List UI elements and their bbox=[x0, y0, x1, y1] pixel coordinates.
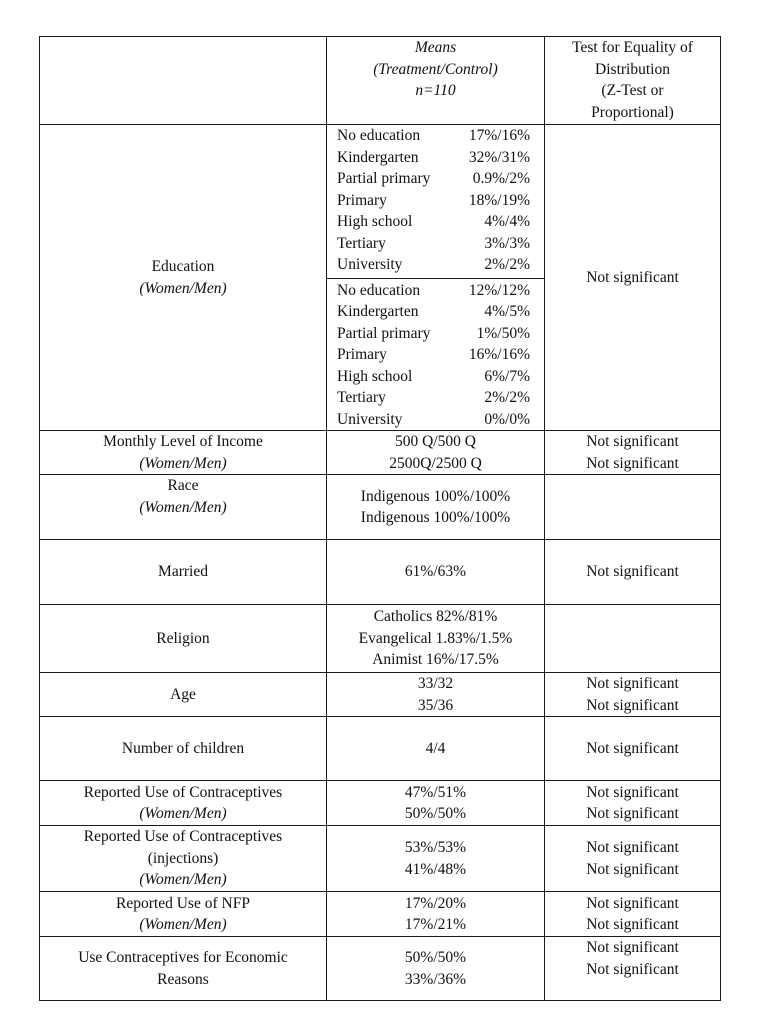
income-test-cell bbox=[545, 431, 721, 475]
header-means-line: (Treatment/Control) bbox=[373, 60, 498, 78]
list-item bbox=[337, 387, 538, 409]
econ-test: Not significant bbox=[586, 960, 679, 978]
income-mean: 500 Q/500 Q bbox=[395, 433, 476, 450]
contra-inj-test-cell bbox=[545, 826, 721, 892]
nfp-mean: 17%/20% bbox=[404, 894, 467, 912]
nfp-label: Reported Use of NFP bbox=[116, 894, 250, 912]
header-test-line: (Z-Test or bbox=[601, 82, 664, 99]
list-item bbox=[337, 147, 538, 169]
age-test: Not significant bbox=[586, 675, 679, 692]
religion-mean: Evangelical 1.83%/1.5% bbox=[358, 629, 513, 647]
header-test-cell bbox=[545, 37, 721, 125]
contra-mean: 50%/50% bbox=[404, 805, 467, 822]
edu-key: Primary bbox=[337, 191, 387, 209]
contra-inj-test: Not significant bbox=[586, 839, 679, 856]
row-race bbox=[40, 475, 721, 540]
contra-inj-label: (injections) bbox=[147, 849, 219, 867]
income-test: Not significant bbox=[586, 454, 679, 472]
econ-test-cell bbox=[545, 937, 721, 1001]
list-item bbox=[337, 233, 538, 255]
education-divider bbox=[327, 278, 544, 279]
contra-inj-label: Reported Use of Contraceptives bbox=[83, 828, 283, 846]
econ-label: Use Contraceptives for Economic bbox=[78, 949, 288, 966]
nfp-test: Not significant bbox=[586, 916, 679, 933]
econ-test: Not significant bbox=[586, 939, 679, 956]
row-married bbox=[40, 540, 721, 605]
edu-key: Tertiary bbox=[337, 234, 386, 252]
list-item bbox=[337, 168, 538, 190]
age-mean: 35/36 bbox=[417, 696, 454, 714]
row-children bbox=[40, 717, 721, 781]
race-label-cell bbox=[40, 475, 327, 540]
list-item bbox=[337, 211, 538, 233]
contra-inj-test: Not significant bbox=[586, 860, 679, 878]
education-sub: (Women/Men) bbox=[139, 279, 227, 297]
nfp-label-cell bbox=[40, 892, 327, 937]
race-sub: (Women/Men) bbox=[139, 498, 227, 516]
edu-value: 32%/31% bbox=[468, 148, 530, 166]
row-nfp bbox=[40, 892, 721, 937]
edu-value: 12%/12% bbox=[468, 281, 530, 299]
edu-key: Kindergarten bbox=[337, 148, 419, 166]
results-table bbox=[39, 36, 721, 1001]
income-means-cell bbox=[327, 431, 545, 475]
list-item bbox=[337, 301, 538, 323]
edu-key: No education bbox=[337, 127, 421, 144]
edu-key: Partial primary bbox=[337, 170, 431, 187]
header-means-line: Means bbox=[414, 39, 457, 56]
age-means-cell bbox=[327, 673, 545, 717]
list-item bbox=[337, 190, 538, 212]
income-label-cell bbox=[40, 431, 327, 475]
race-mean: Indigenous 100%/100% bbox=[360, 509, 511, 526]
header-test-line: Proportional) bbox=[591, 103, 674, 121]
children-test-cell: Not significant bbox=[545, 717, 721, 781]
education-label: Education bbox=[151, 258, 215, 275]
edu-value: 1%/50% bbox=[476, 324, 530, 342]
row-contraceptives bbox=[40, 781, 721, 826]
contra-test: Not significant bbox=[586, 783, 679, 801]
edu-value: 18%/19% bbox=[468, 191, 530, 209]
edu-key: Tertiary bbox=[337, 389, 386, 406]
edu-value: 4%/4% bbox=[484, 213, 530, 230]
edu-key: Primary bbox=[337, 346, 387, 363]
contra-label: Reported Use of Contraceptives bbox=[83, 783, 283, 801]
list-item bbox=[337, 125, 538, 147]
nfp-test-cell bbox=[545, 892, 721, 937]
income-test: Not significant bbox=[586, 433, 679, 450]
race-means-cell bbox=[327, 475, 545, 540]
married-means-cell: 61%/63% bbox=[327, 540, 545, 605]
edu-key: High school bbox=[337, 213, 413, 230]
edu-value: 4%/5% bbox=[484, 303, 530, 320]
econ-mean: 50%/50% bbox=[404, 949, 467, 966]
edu-value: 0.9%/2% bbox=[472, 170, 530, 187]
nfp-mean: 17%/21% bbox=[404, 916, 467, 933]
age-mean: 33/32 bbox=[417, 675, 454, 692]
contra-inj-means-cell bbox=[327, 826, 545, 892]
edu-key: University bbox=[337, 410, 403, 428]
list-item bbox=[337, 323, 538, 345]
econ-mean: 33%/36% bbox=[404, 970, 467, 988]
row-contraceptives-injections bbox=[40, 826, 721, 892]
income-sub: (Women/Men) bbox=[139, 454, 227, 472]
row-age bbox=[40, 673, 721, 717]
religion-means-cell bbox=[327, 605, 545, 673]
education-test-cell: Not significant bbox=[545, 125, 721, 431]
contra-inj-mean: 53%/53% bbox=[404, 839, 467, 856]
children-means-cell: 4/4 bbox=[327, 717, 545, 781]
row-education bbox=[40, 125, 721, 431]
race-mean: Indigenous 100%/100% bbox=[360, 487, 511, 505]
header-row bbox=[40, 37, 721, 125]
header-means-line: n=110 bbox=[415, 82, 456, 99]
contra-mean: 47%/51% bbox=[404, 783, 467, 801]
married-label-cell: Married bbox=[40, 540, 327, 605]
edu-value: 3%/3% bbox=[484, 234, 530, 252]
edu-value: 6%/7% bbox=[484, 367, 530, 385]
contra-sub: (Women/Men) bbox=[139, 805, 227, 822]
contra-inj-label-cell bbox=[40, 826, 327, 892]
edu-value: 16%/16% bbox=[468, 346, 530, 363]
married-test-cell: Not significant bbox=[545, 540, 721, 605]
econ-label-cell bbox=[40, 937, 327, 1001]
edu-key: Kindergarten bbox=[337, 303, 419, 320]
edu-value: 17%/16% bbox=[468, 127, 530, 144]
list-item bbox=[337, 344, 538, 366]
age-test: Not significant bbox=[586, 696, 679, 714]
contra-inj-mean: 41%/48% bbox=[404, 860, 467, 878]
header-test-line: Distribution bbox=[595, 60, 670, 78]
row-income bbox=[40, 431, 721, 475]
nfp-test: Not significant bbox=[586, 894, 679, 912]
row-economic-reasons bbox=[40, 937, 721, 1001]
header-empty-cell bbox=[40, 37, 327, 125]
education-label-cell bbox=[40, 125, 327, 431]
edu-key: High school bbox=[337, 367, 413, 385]
econ-means-cell bbox=[327, 937, 545, 1001]
edu-value: 0%/0% bbox=[484, 410, 530, 428]
list-item bbox=[337, 409, 538, 431]
religion-mean: Animist 16%/17.5% bbox=[372, 651, 499, 669]
religion-label-cell: Religion bbox=[40, 605, 327, 673]
list-item bbox=[337, 366, 538, 388]
nfp-sub: (Women/Men) bbox=[139, 916, 227, 933]
age-test-cell bbox=[545, 673, 721, 717]
list-item bbox=[337, 254, 538, 276]
list-item bbox=[337, 280, 538, 302]
children-label-cell: Number of children bbox=[40, 717, 327, 781]
row-religion bbox=[40, 605, 721, 673]
education-women-list bbox=[333, 125, 538, 276]
edu-key: University bbox=[337, 256, 403, 273]
contra-test: Not significant bbox=[586, 805, 679, 822]
contra-label-cell bbox=[40, 781, 327, 826]
edu-key: Partial primary bbox=[337, 324, 431, 342]
education-means-cell bbox=[327, 125, 545, 431]
income-mean: 2500Q/2500 Q bbox=[389, 454, 482, 472]
education-men-list bbox=[333, 280, 538, 431]
header-means-cell bbox=[327, 37, 545, 125]
header-test-line: Test for Equality of bbox=[572, 39, 693, 56]
race-test-cell bbox=[545, 475, 721, 540]
contra-means-cell bbox=[327, 781, 545, 826]
contra-test-cell bbox=[545, 781, 721, 826]
econ-label: Reasons bbox=[157, 970, 209, 988]
edu-value: 2%/2% bbox=[484, 256, 530, 273]
nfp-means-cell bbox=[327, 892, 545, 937]
age-label-cell: Age bbox=[40, 673, 327, 717]
religion-test-cell bbox=[545, 605, 721, 673]
income-label: Monthly Level of Income bbox=[103, 433, 263, 450]
contra-inj-sub: (Women/Men) bbox=[139, 871, 227, 889]
edu-key: No education bbox=[337, 281, 421, 299]
race-label: Race bbox=[167, 477, 199, 494]
religion-mean: Catholics 82%/81% bbox=[373, 608, 498, 626]
edu-value: 2%/2% bbox=[484, 389, 530, 406]
